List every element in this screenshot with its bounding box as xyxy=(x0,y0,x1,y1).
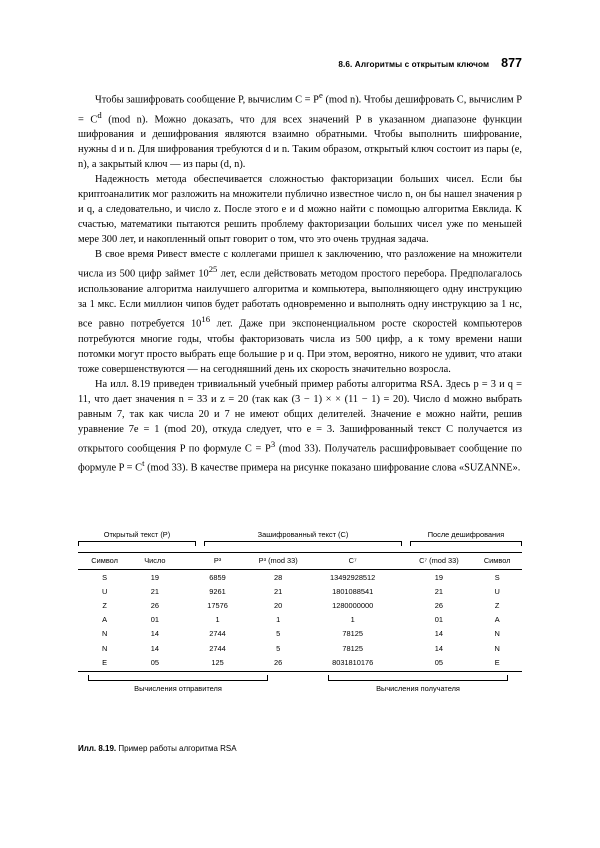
col-gap-2 xyxy=(393,553,406,570)
group-sender xyxy=(88,675,268,693)
table-cell: 9261 xyxy=(209,586,226,596)
cell-gap xyxy=(393,627,406,641)
rsa-table-body xyxy=(78,570,522,672)
figure-caption-number: Илл. 8.19. xyxy=(78,744,117,753)
group-ciphertext-bracket xyxy=(204,541,402,546)
table-cell: 26 xyxy=(434,600,444,610)
table-cell: 21 xyxy=(434,586,444,596)
table-cell: 1 xyxy=(350,615,355,625)
group-receiver-bracket xyxy=(328,675,508,681)
table-row xyxy=(78,598,522,612)
body-text xyxy=(78,88,522,476)
group-ciphertext xyxy=(204,530,402,546)
table-cell: 19 xyxy=(150,572,159,582)
rsa-table-head xyxy=(78,553,522,570)
table-cell: 28 xyxy=(274,572,283,582)
table-cell: 26 xyxy=(150,600,159,610)
group-plaintext-bracket xyxy=(78,541,196,546)
group-decrypted-bracket xyxy=(410,541,522,546)
paragraph-3: В свое время Ривест вместе с коллегами пришел к заключению, что разложение на множители числа из 500 цифр займет $10^{25}$ лет, если действовать методом простого перебора. Предполагалось использование алгоритма наилучшего алгоритма и компьютера, выполняющего одну инструкцию за 1 мкс. Если миллион чипов будет работать одновременно и выполнять одну инструкцию за 1 нс, все равно потребуется $10^{16}$ лет. Даже при экспоненциальном росте скоростей компьютеров потребуются многие годы, чтобы факторизовать числа из 500 цифр, а к тому времени наши потомки могут просто выбрать еще большие p и q. При этом, вероятно, никого не удивит, что атаки тоже совершенствуются — на сегодняшний день их скорость значительно возросла. xyxy=(78,249,523,375)
col-gap-1 xyxy=(179,553,192,570)
cell-gap xyxy=(179,598,192,612)
cell-gap xyxy=(393,655,406,671)
group-sender-label: Вычисления отправителя xyxy=(134,683,222,693)
table-row xyxy=(78,627,522,641)
cell-gap xyxy=(393,570,406,585)
table-cell: 5 xyxy=(276,629,281,639)
group-receiver xyxy=(328,675,508,693)
table-cell: 1 xyxy=(276,615,281,625)
col-header-symbol-in: Символ xyxy=(78,553,131,570)
col-header-symbol-out: Символ xyxy=(472,553,522,570)
group-decrypted xyxy=(410,530,522,546)
table-cell: 78125 xyxy=(342,643,363,653)
table-cell: Z xyxy=(494,600,500,610)
table-cell: 1280000000 xyxy=(332,600,374,610)
table-cell: 01 xyxy=(150,615,159,625)
table-cell: 14 xyxy=(434,629,444,639)
paragraph-1: Чтобы зашифровать сообщение P, вычислим $C = P^e$ (mod n). Чтобы дешифровать C, вычислим $P = C^d$ (mod n). Можно доказать, что для всех значений P в указанном диапазоне функции шифрования и дешифрования являются взаимно обратными. Чтобы выполнить шифрование, нужны d и n. Для шифрования требуются d и n. Таким образом, открытый ключ состоит из пары (e, n), а закрытый ключ — из пары (d, n). xyxy=(78,90,523,171)
table-cell: 78125 xyxy=(342,629,363,639)
group-plaintext xyxy=(78,530,196,546)
table-cell: Z xyxy=(102,600,107,610)
table-cell: U xyxy=(101,586,108,596)
table-cell: 13492928512 xyxy=(330,572,376,582)
table-row xyxy=(78,584,522,598)
cell-gap xyxy=(393,598,406,612)
cell-gap xyxy=(179,655,192,671)
cell-gap xyxy=(179,627,192,641)
col-header-c7-mod33: C⁷ (mod 33) xyxy=(406,553,473,570)
table-row xyxy=(78,570,522,585)
table-cell: 5 xyxy=(276,643,281,653)
col-header-number: Число xyxy=(131,553,178,570)
table-cell: 14 xyxy=(434,643,444,653)
figure-footer-brackets xyxy=(78,675,522,701)
table-row xyxy=(78,641,522,655)
figure-caption-text: Пример работы алгоритма RSA xyxy=(116,744,237,753)
table-cell: 14 xyxy=(150,629,159,639)
group-receiver-label: Вычисления получателя xyxy=(376,683,460,693)
figure-rsa-example xyxy=(78,530,522,701)
table-cell: 6859 xyxy=(209,572,226,582)
figure-caption xyxy=(78,744,522,753)
table-cell: 1 xyxy=(215,615,220,625)
table-cell: 21 xyxy=(274,586,283,596)
cell-gap xyxy=(393,641,406,655)
cell-gap xyxy=(179,613,192,627)
cell-gap xyxy=(393,584,406,598)
rsa-table xyxy=(78,552,522,672)
table-cell: 01 xyxy=(434,615,444,625)
table-cell: E xyxy=(78,655,131,671)
page-header xyxy=(78,56,522,70)
table-cell: 05 xyxy=(131,655,178,671)
col-header-c7: C⁷ xyxy=(312,553,392,570)
running-title: 8.6. Алгоритмы с открытым ключом xyxy=(338,60,490,69)
group-decrypted-label: После дешифрования xyxy=(427,530,505,539)
group-ciphertext-label: Зашифрованный текст (C) xyxy=(257,530,349,539)
col-header-p3: P³ xyxy=(191,553,244,570)
cell-gap xyxy=(179,584,192,598)
paragraph-4: На илл. 8.19 приведен тривиальный учебный пример работы алгоритма RSA. Здесь p = 3 и q = 11, что дает значения n = 33 и z = 20 (так как (3 − 1) × × (11 − 1) = 20). Число d можно выбрать равным 7, так как числа 20 и 7 не имеют общих делителей. Значение e можно найти, решив уравнение 7e = 1 (mod 20), откуда следует, что e = 3. Зашифрованный текст C получается из открытого сообщения P по формуле $C = P^3$ (mod 33). Получатель расшифровывает сообщение по формуле $P = C^t$ (mod 33). В качестве примера на рисунке показано шифрование слова «SUZANNE». xyxy=(78,378,522,474)
table-cell: 26 xyxy=(244,655,313,671)
table-cell: 1801088541 xyxy=(332,586,374,596)
table-cell: 125 xyxy=(191,655,244,671)
group-plaintext-label: Открытый текст (P) xyxy=(103,530,171,539)
table-cell: 20 xyxy=(274,600,283,610)
table-cell: 14 xyxy=(150,643,159,653)
table-cell: A xyxy=(102,615,108,625)
table-cell: 21 xyxy=(150,586,159,596)
figure-group-headers xyxy=(78,530,522,552)
table-cell: N xyxy=(494,643,500,653)
col-header-p3-mod33: P³ (mod 33) xyxy=(244,553,313,570)
table-cell: S xyxy=(102,572,108,582)
table-cell: U xyxy=(494,586,500,596)
table-cell: N xyxy=(101,643,108,653)
table-cell: N xyxy=(101,629,108,639)
paragraph-2: Надежность метода обеспечивается сложностью факторизации больших чисел. Если бы криптоаналитик мог разложить на множители публично известное число n, он бы нашел значения p и q, а следовательно, и число z. После этого e и d можно найти с помощью алгоритма Евклида. К счастью, математики пытаются решить проблему факторизации больших чисел уже по меньшей мере 300 лет, и накопленный опыт говорит о том, что это очень трудная задача. xyxy=(78,174,522,246)
table-cell: E xyxy=(472,655,522,671)
table-cell: N xyxy=(494,629,500,639)
group-sender-bracket xyxy=(88,675,268,681)
rsa-header-row xyxy=(78,553,522,570)
table-cell: 8031810176 xyxy=(312,655,392,671)
table-cell: 19 xyxy=(434,572,444,582)
cell-gap xyxy=(179,641,192,655)
table-cell: S xyxy=(494,572,500,582)
table-cell: 2744 xyxy=(209,629,226,639)
cell-gap xyxy=(179,570,192,585)
table-row xyxy=(78,655,522,671)
cell-gap xyxy=(393,613,406,627)
page-number: 877 xyxy=(501,56,522,70)
table-cell: A xyxy=(494,615,500,625)
table-cell: 05 xyxy=(406,655,473,671)
table-row xyxy=(78,613,522,627)
table-cell: 2744 xyxy=(209,643,226,653)
table-cell: 17576 xyxy=(207,600,228,610)
